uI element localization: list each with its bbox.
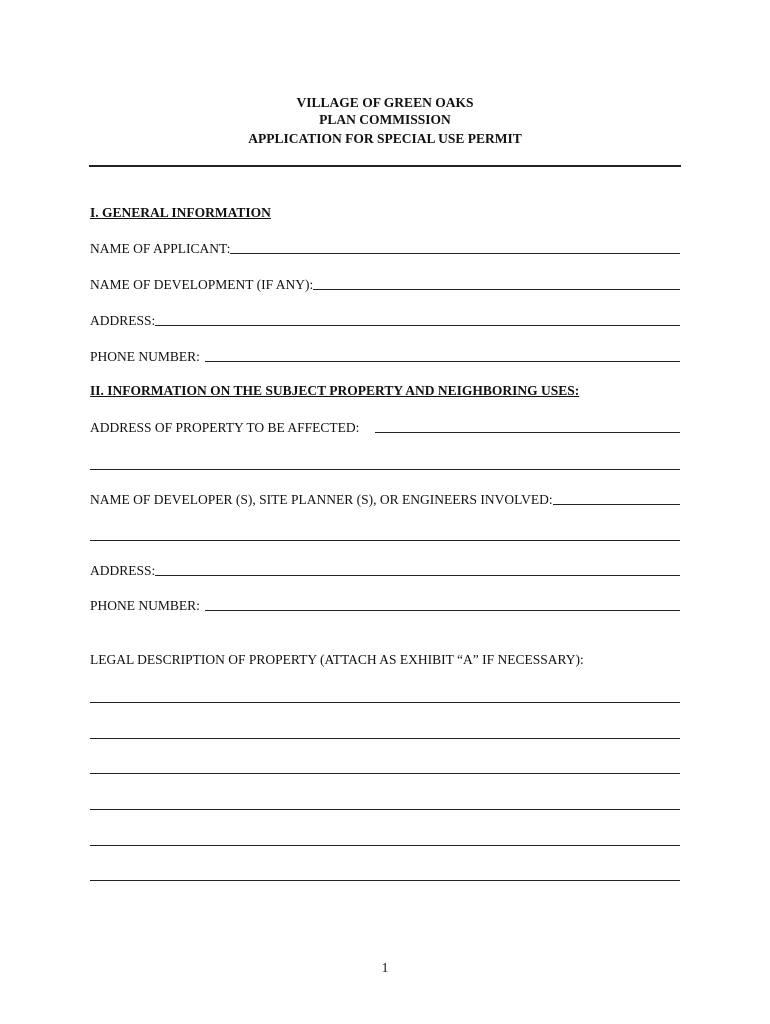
applicant-name-field[interactable] (230, 253, 680, 254)
legal-description-line-1[interactable] (90, 702, 680, 703)
developer-phone-label: PHONE NUMBER: (90, 598, 200, 613)
legal-description-line-3[interactable] (90, 773, 680, 774)
developer-phone-field[interactable] (205, 610, 680, 611)
applicant-name-row (90, 239, 680, 257)
developer-names-label: NAME OF DEVELOPER (S), SITE PLANNER (S), OR ENGINEERS INVOLVED: (90, 492, 553, 507)
development-name-field[interactable] (313, 289, 680, 290)
form-title-village: VILLAGE OF GREEN OAKS (296, 95, 474, 110)
applicant-phone-label: PHONE NUMBER: (90, 349, 200, 364)
section-general-information-heading: I. GENERAL INFORMATION (90, 205, 271, 220)
developer-address-row (90, 561, 680, 579)
legal-description-line-2[interactable] (90, 738, 680, 739)
applicant-address-field[interactable] (155, 325, 680, 326)
developer-names-field[interactable] (553, 504, 680, 505)
applicant-name-label: NAME OF APPLICANT: (90, 241, 231, 256)
legal-description-row (90, 650, 680, 668)
development-name-row (90, 275, 680, 293)
development-name-label: NAME OF DEVELOPMENT (IF ANY): (90, 277, 314, 292)
developer-phone-row (90, 596, 680, 614)
header-divider (89, 165, 681, 167)
developer-address-field[interactable] (155, 575, 680, 576)
applicant-address-label: ADDRESS: (90, 313, 156, 328)
developer-names-row (90, 490, 680, 508)
applicant-phone-row (90, 347, 680, 365)
legal-description-line-5[interactable] (90, 845, 680, 846)
page-number: 1 (381, 960, 389, 975)
property-address-label: ADDRESS OF PROPERTY TO BE AFFECTED: (90, 420, 360, 435)
applicant-phone-field[interactable] (205, 361, 680, 362)
developer-names-field-line-2[interactable] (90, 540, 680, 541)
legal-description-line-6[interactable] (90, 880, 680, 881)
property-address-row (90, 418, 680, 436)
property-address-field[interactable] (375, 432, 680, 433)
property-address-field-line-2[interactable] (90, 469, 680, 470)
form-title-commission: PLAN COMMISSION (319, 112, 451, 127)
legal-description-line-4[interactable] (90, 809, 680, 810)
applicant-address-row (90, 311, 680, 329)
developer-address-label: ADDRESS: (90, 563, 156, 578)
form-title-application: APPLICATION FOR SPECIAL USE PERMIT (248, 131, 522, 146)
section-subject-property-heading: II. INFORMATION ON THE SUBJECT PROPERTY AND NEIGHBORING USES: (90, 383, 580, 398)
legal-description-label: LEGAL DESCRIPTION OF PROPERTY (ATTACH AS EXHIBIT “A” IF NECESSARY): (90, 652, 584, 667)
